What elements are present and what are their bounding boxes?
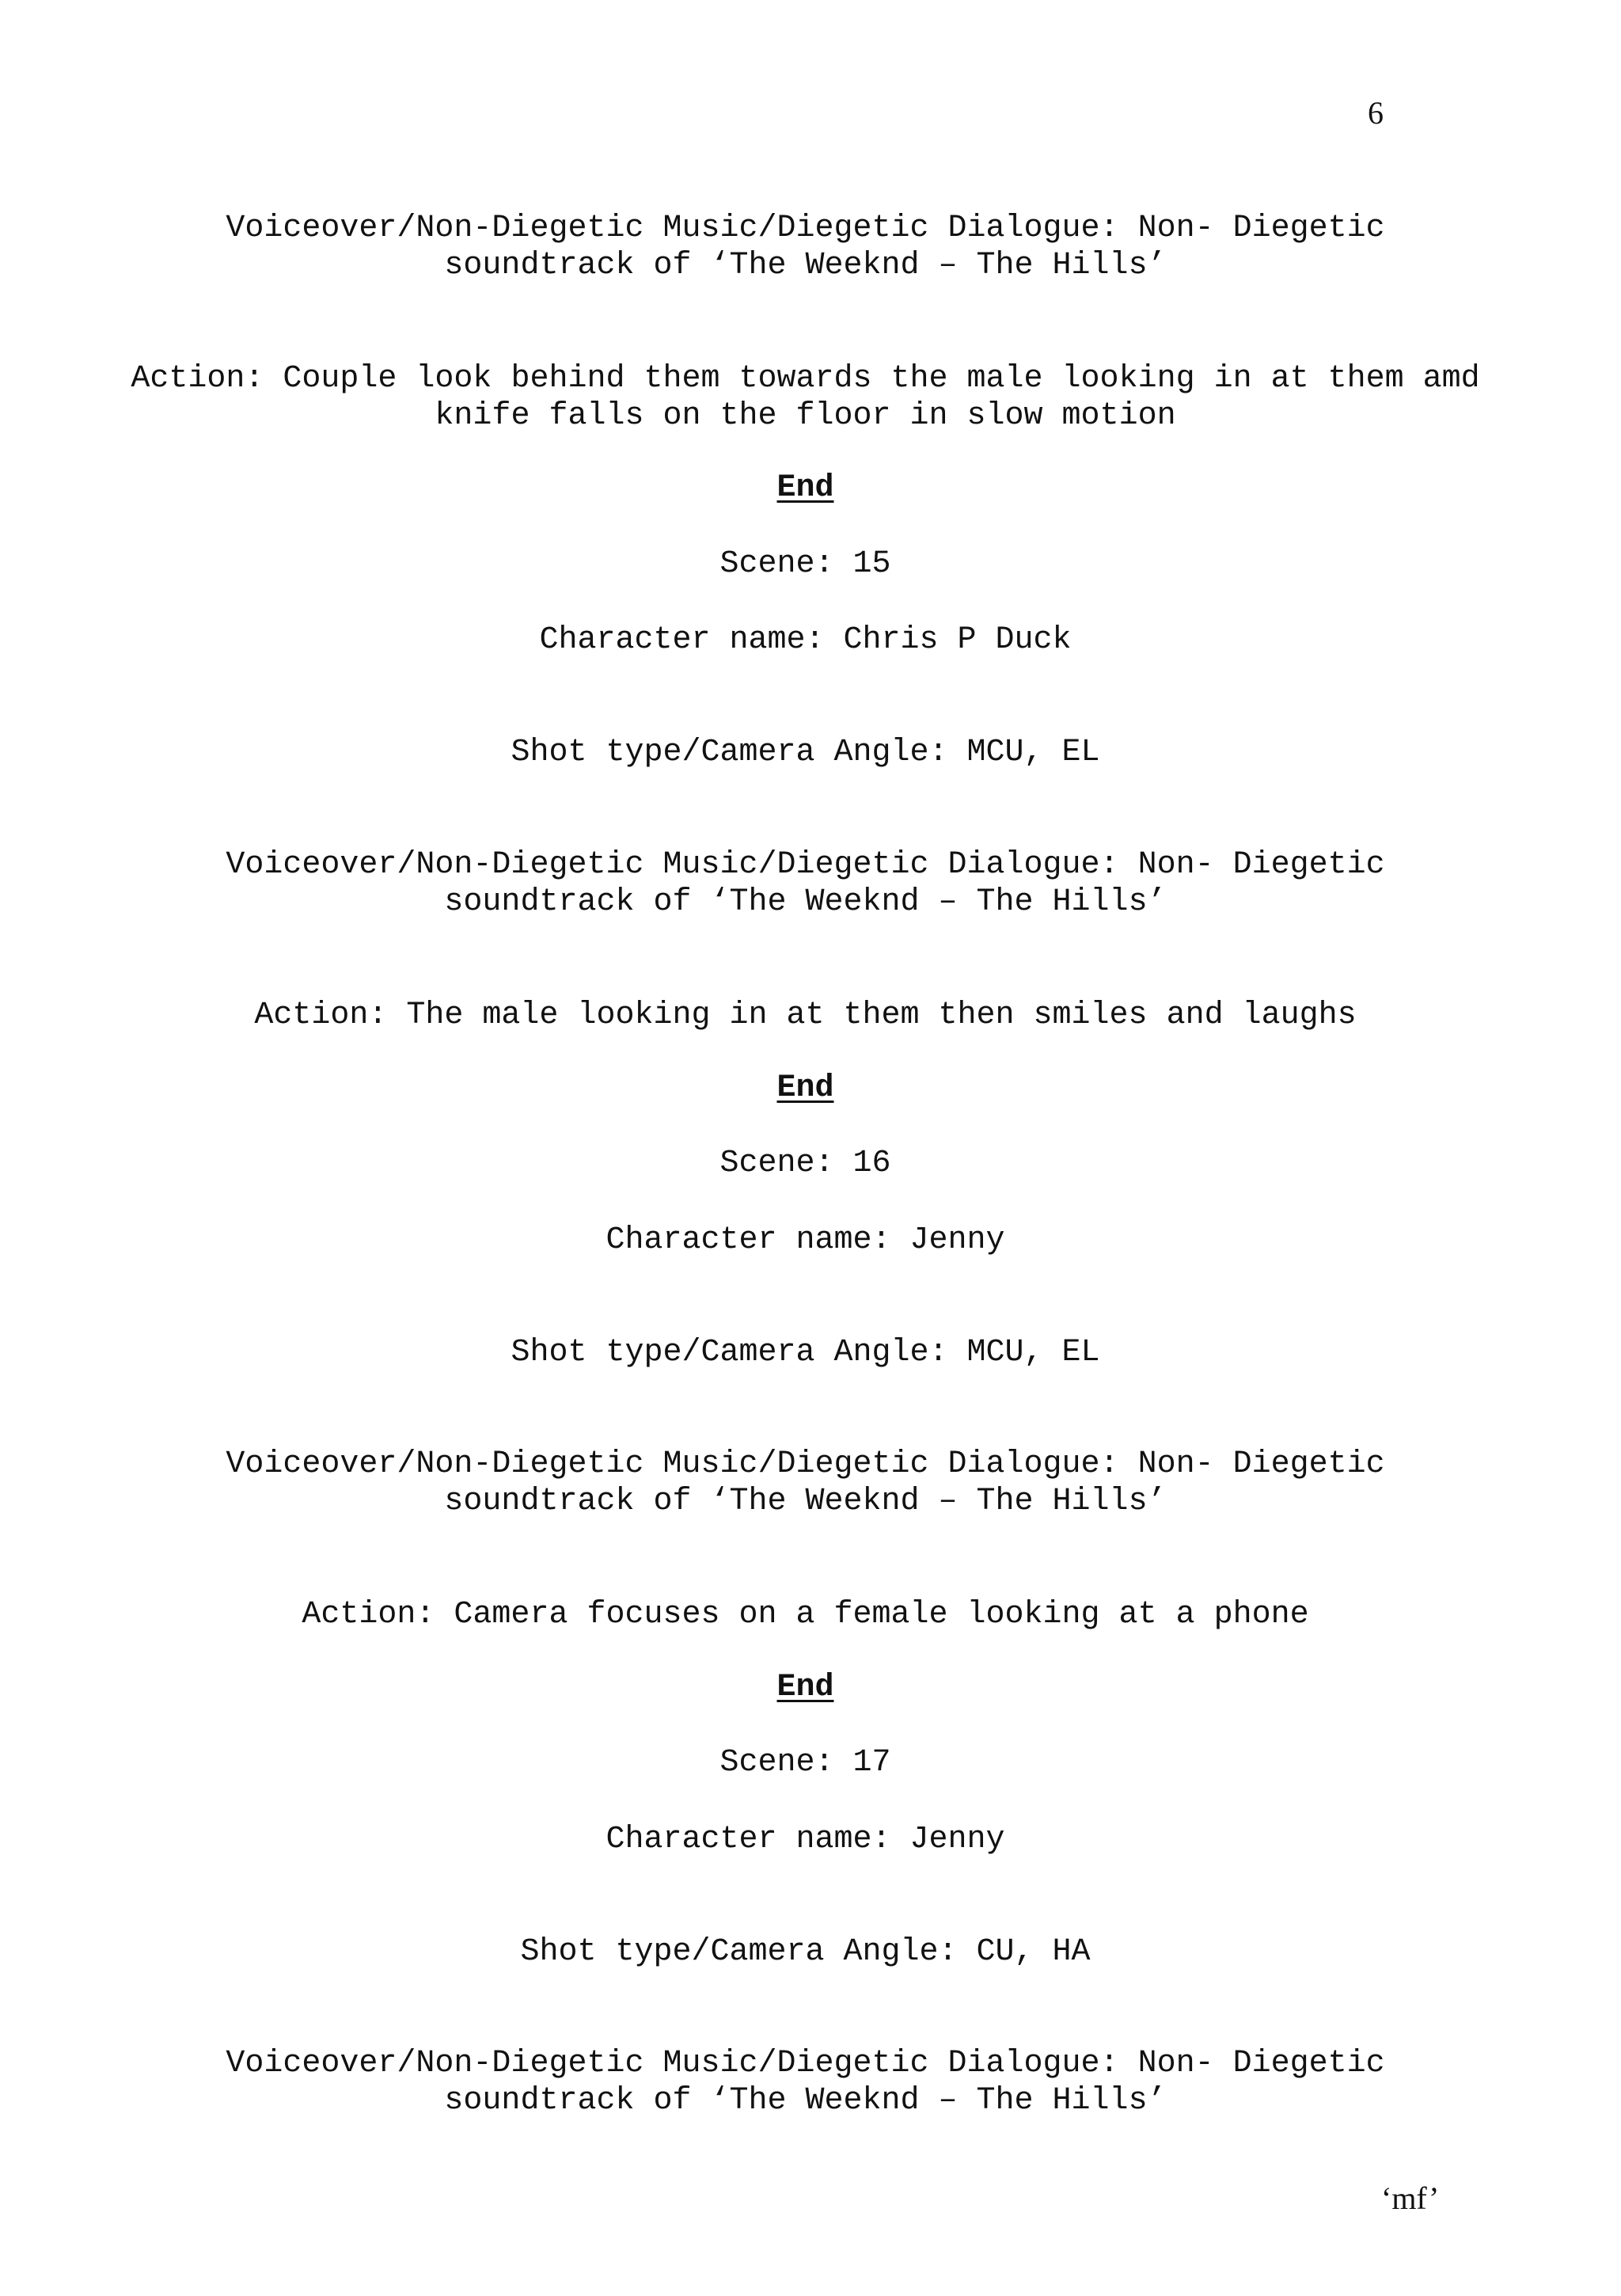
- voiceover-line-1: Voiceover/Non-Diegetic Music/Diegetic Dialogue: Non- Diegetic: [226, 211, 1385, 246]
- shot-type: Shot type/Camera Angle: MCU, EL: [511, 1335, 1100, 1370]
- voiceover-line-2: soundtrack of ‘The Weeknd – The Hills’: [444, 1484, 1167, 1519]
- scene-heading: Scene: 17: [719, 1745, 891, 1781]
- scene-heading: Scene: 15: [719, 546, 891, 582]
- character-name: Character name: Jenny: [606, 1822, 1005, 1857]
- voiceover-line-1: Voiceover/Non-Diegetic Music/Diegetic Dialogue: Non- Diegetic: [226, 2046, 1385, 2081]
- voiceover-line-1: Voiceover/Non-Diegetic Music/Diegetic Dialogue: Non- Diegetic: [226, 1446, 1385, 1482]
- page-number: 6: [1368, 95, 1384, 131]
- end-marker: End: [776, 470, 834, 506]
- voiceover-line-2: soundtrack of ‘The Weeknd – The Hills’: [444, 2083, 1167, 2119]
- action-line-1: Action: Couple look behind them towards the male looking in at them amd: [131, 361, 1480, 397]
- action-line: Action: Camera focuses on a female looking at a phone: [302, 1597, 1309, 1633]
- action-line-2: knife falls on the floor in slow motion: [435, 398, 1176, 434]
- character-name: Character name: Jenny: [606, 1222, 1005, 1258]
- voiceover-line-2: soundtrack of ‘The Weeknd – The Hills’: [444, 884, 1167, 920]
- voiceover-line-2: soundtrack of ‘The Weeknd – The Hills’: [444, 248, 1167, 283]
- footer-mark: ‘mf’: [1381, 2180, 1440, 2216]
- voiceover-line-1: Voiceover/Non-Diegetic Music/Diegetic Dialogue: Non- Diegetic: [226, 847, 1385, 883]
- end-marker: End: [776, 1070, 834, 1106]
- end-marker: End: [776, 1670, 834, 1705]
- character-name: Character name: Chris P Duck: [539, 622, 1072, 658]
- shot-type: Shot type/Camera Angle: MCU, EL: [511, 735, 1100, 770]
- action-line: Action: The male looking in at them then smiles and laughs: [254, 998, 1357, 1033]
- scene-heading: Scene: 16: [719, 1146, 891, 1181]
- shot-type: Shot type/Camera Angle: CU, HA: [520, 1934, 1091, 1970]
